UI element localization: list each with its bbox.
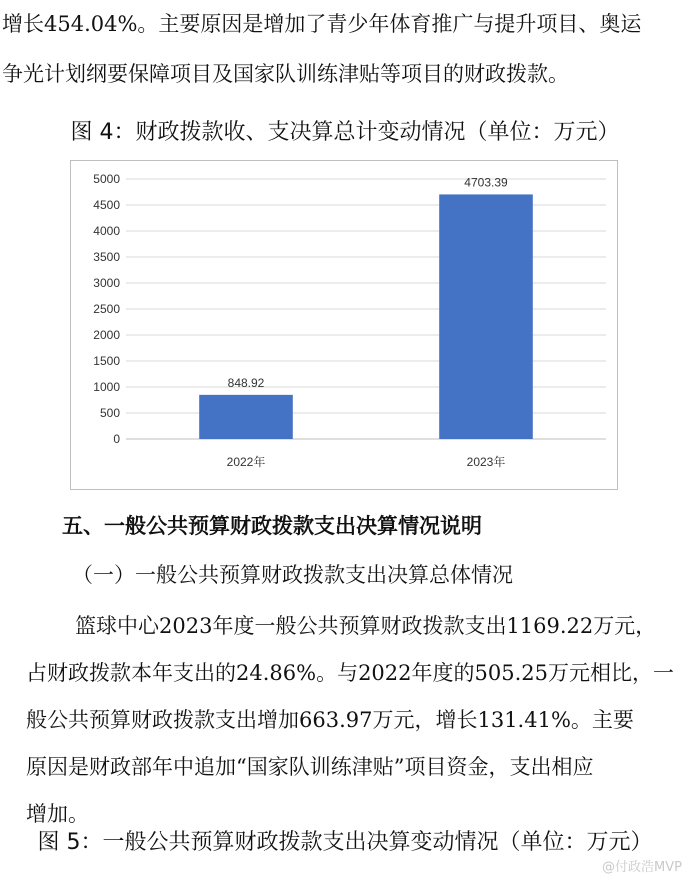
y-tick-label: 4500: [93, 198, 120, 212]
x-tick-label: 2023年: [466, 455, 506, 469]
y-tick-label: 2500: [93, 302, 120, 316]
intro-line-2: 争光计划纲要保障项目及国家队训练津贴等项目的财政拨款。: [2, 62, 569, 86]
data-label: 848.92: [227, 375, 265, 390]
figure-4-title: 图 4：财政拨款收、支决算总计变动情况（单位：万元）: [70, 120, 620, 145]
section-5-heading: 五、一般公共预算财政拨款支出决算情况说明: [62, 514, 482, 538]
y-tick-label: 5000: [93, 172, 120, 186]
figure-5-title: 图 5：一般公共预算财政拨款支出决算变动情况（单位：万元）: [37, 830, 653, 855]
section-5-subheading: （一）一般公共预算财政拨款支出决算总体情况: [72, 563, 513, 587]
y-tick-label: 3500: [93, 250, 120, 264]
data-label: 4703.39: [464, 175, 508, 190]
y-tick-label: 0: [113, 432, 120, 446]
section-5-paragraph-line: 原因是财政部年中追加“国家队训练津贴”项目资金，支出相应: [26, 755, 594, 779]
intro-line-1: 增长454.04%。主要原因是增加了青少年体育推广与提升项目、奥运: [2, 12, 642, 36]
x-tick-label: 2022年: [226, 455, 266, 469]
y-tick-label: 1000: [93, 380, 120, 394]
y-tick-label: 4000: [93, 224, 120, 238]
y-tick-label: 3000: [93, 276, 120, 290]
bar-chart: [70, 160, 618, 490]
y-tick-label: 1500: [93, 354, 120, 368]
section-5-paragraph-line: 篮球中心2023年度一般公共预算财政拨款支出1169.22万元，: [75, 614, 657, 638]
bar: [199, 395, 293, 439]
y-tick-label: 2000: [93, 328, 120, 342]
section-5-paragraph-line: 增加。: [26, 802, 89, 826]
watermark: @付政浩MVP: [602, 860, 682, 875]
section-5-paragraph-line: 占财政拨款本年支出的24.86%。与2022年度的505.25万元相比，一: [26, 661, 674, 685]
bar-chart-svg: [71, 161, 617, 489]
y-tick-label: 500: [99, 406, 120, 420]
section-5-paragraph-line: 般公共预算财政拨款支出增加663.97万元，增长131.41%。主要: [26, 708, 634, 732]
bar: [439, 194, 533, 439]
